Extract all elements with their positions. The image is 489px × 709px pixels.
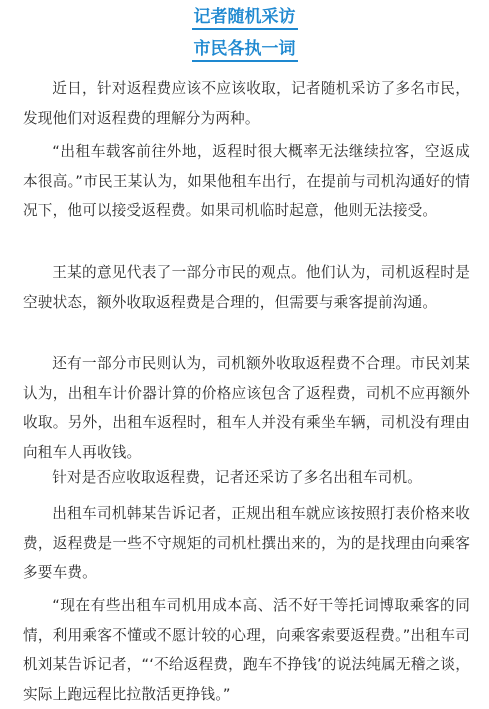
paragraph-opinion-support: 王某的意见代表了一部分市民的观点。他们认为，司机返程时是空驶状态，额外收取返程费是合理的，但需要与乘客提前沟通。 [23, 264, 470, 311]
paragraph-citizen-wang: “出租车载客前往外地，返程时很大概率无法继续拉客，空返成本很高。”市民王某认为，如果他租车出行，在提前与司机沟通好的情况下，他可以接受返程费。如果司机临时起意，他则无法接受。 [23, 143, 470, 219]
section-title-text: 记者随机采访 [192, 7, 298, 30]
paragraph-driver-liu: “现在有些出租车司机用成本高、活不好干等托词博取乘客的同情，利用乘客不懂或不愿计较的心理，向乘客索要返程费。”出租车司机刘某告诉记者，“‘不给返程费，跑车不挣钱’的说法纯属无稽之谈，实际上跑远程比拉散活更挣钱。” [23, 597, 470, 703]
paragraph-opinion-oppose: 还有一部分市民则认为，司机额外收取返程费不合理。市民刘某认为，出租车计价器计算的价格应该包含了返程费，司机不应再额外收取。另外，出租车返程时，租车人并没有乘坐车辆，司机没有理由向租车人再收钱。 [23, 355, 470, 461]
section-subtitle-text: 市民各执一词 [192, 39, 298, 62]
section-subtitle [0, 38, 489, 60]
paragraph-drivers-interview: 针对是否应收取返程费，记者还采访了多名出租车司机。 [52, 469, 423, 486]
paragraph-driver-han: 出租车司机韩某告诉记者，正规出租车就应该按照打表价格来收费，返程费是一些不守规矩的司机杜撰出来的，为的是找理由向乘客多要车费。 [23, 505, 470, 581]
section-title [0, 6, 489, 28]
paragraph-intro: 近日，针对返程费应该不应该收取，记者随机采访了多名市民，发现他们对返程费的理解分为两种。 [23, 80, 470, 127]
